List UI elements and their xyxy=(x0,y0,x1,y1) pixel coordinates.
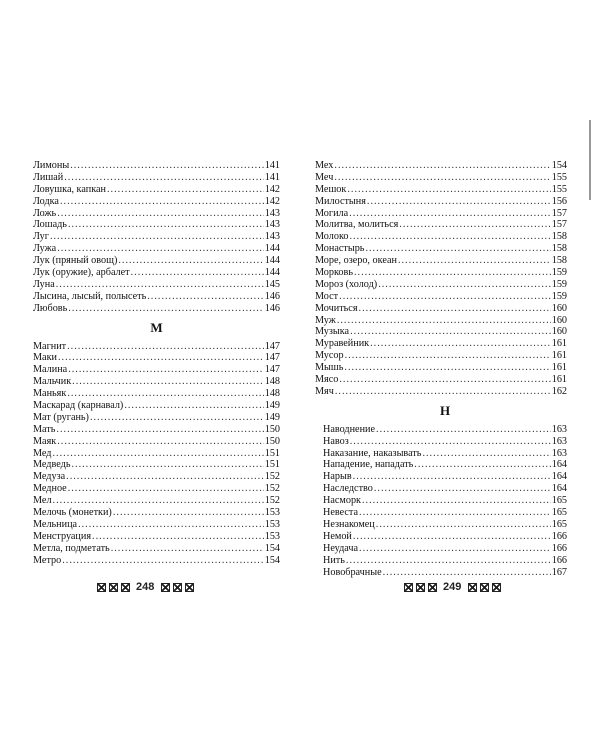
dot-leader xyxy=(353,471,551,483)
dot-leader xyxy=(113,507,264,519)
ornament-icon xyxy=(428,583,437,592)
index-page-number: 146 xyxy=(264,302,280,314)
dot-leader xyxy=(354,267,551,279)
index-entry xyxy=(33,531,280,543)
index-term: Мел xyxy=(33,495,52,507)
index-page-number: 152 xyxy=(264,495,280,507)
dot-leader xyxy=(90,412,264,424)
ornament-icon xyxy=(97,583,106,592)
index-term: Мост xyxy=(315,290,339,302)
index-page-number: 149 xyxy=(264,411,280,423)
index-entry xyxy=(315,326,567,338)
dot-leader xyxy=(60,196,264,208)
index-term: Лысина, лысый, полысеть xyxy=(33,290,147,302)
index-term: Насморк xyxy=(323,495,361,507)
dot-leader xyxy=(376,424,551,436)
dot-leader xyxy=(334,160,550,172)
index-term: Медуза xyxy=(33,471,66,483)
index-term: Магнит xyxy=(33,340,67,352)
index-page-number: 155 xyxy=(551,171,567,183)
index-term: Море, озеро, океан xyxy=(315,255,397,267)
index-term: Мед xyxy=(33,447,52,459)
index-page-number: 165 xyxy=(551,495,567,507)
index-page-number: 160 xyxy=(551,302,567,314)
index-term: Неудача xyxy=(323,542,359,554)
index-entry xyxy=(33,160,280,172)
index-page-number: 147 xyxy=(264,340,280,352)
left-page xyxy=(33,160,280,567)
dot-leader xyxy=(383,567,551,579)
dot-leader xyxy=(370,338,551,350)
index-page-number: 144 xyxy=(264,255,280,267)
index-entry xyxy=(33,424,280,436)
dot-leader xyxy=(362,495,551,507)
dot-leader xyxy=(350,436,551,448)
index-page-number: 151 xyxy=(264,447,280,459)
index-term: Молитва, молиться xyxy=(315,219,399,231)
index-entry xyxy=(315,291,567,303)
dot-leader xyxy=(92,531,264,543)
index-page-number: 153 xyxy=(264,530,280,542)
index-page-number: 149 xyxy=(264,400,280,412)
index-entry xyxy=(315,386,567,398)
index-list-l xyxy=(33,160,280,315)
index-entry xyxy=(33,376,280,388)
index-term: Лошадь xyxy=(33,219,67,231)
index-page-number: 152 xyxy=(264,471,280,483)
index-entry xyxy=(315,267,567,279)
dot-leader xyxy=(58,352,264,364)
index-entry xyxy=(323,471,567,483)
index-page-number: 160 xyxy=(551,326,567,338)
index-entry xyxy=(33,352,280,364)
index-page-number: 166 xyxy=(551,530,567,542)
dot-leader xyxy=(56,424,263,436)
dot-leader xyxy=(349,208,551,220)
index-term: Немой xyxy=(323,530,352,542)
index-entry xyxy=(315,196,567,208)
index-page-number: 161 xyxy=(551,338,567,350)
dot-leader xyxy=(70,160,264,172)
index-term: Малина xyxy=(33,364,68,376)
index-term: Наводнение xyxy=(323,423,376,435)
index-page-number: 166 xyxy=(551,554,567,566)
index-page-number: 163 xyxy=(551,435,567,447)
dot-leader xyxy=(378,279,551,291)
index-page-number: 143 xyxy=(264,231,280,243)
dot-leader xyxy=(353,531,551,543)
index-page-number: 145 xyxy=(264,278,280,290)
index-entry xyxy=(33,231,280,243)
index-entry xyxy=(323,507,567,519)
index-page-number: 165 xyxy=(551,507,567,519)
index-page-number: 153 xyxy=(264,507,280,519)
index-entry xyxy=(33,519,280,531)
dot-leader xyxy=(56,279,264,291)
left-page-footer xyxy=(95,581,195,593)
dot-leader xyxy=(111,543,264,555)
index-term: Мусор xyxy=(315,350,344,362)
index-page-number: 155 xyxy=(551,183,567,195)
index-page-number: 154 xyxy=(551,160,567,171)
index-entry xyxy=(33,400,280,412)
index-entry xyxy=(323,531,567,543)
index-term: Милостыня xyxy=(315,195,366,207)
index-page-number: 159 xyxy=(551,267,567,279)
index-entry xyxy=(33,448,280,460)
index-entry xyxy=(315,303,567,315)
dot-leader xyxy=(422,448,550,460)
index-term: Медведь xyxy=(33,459,71,471)
index-list-n xyxy=(323,424,567,579)
index-entry xyxy=(33,279,280,291)
right-page-footer xyxy=(402,581,502,593)
index-list-m-continued xyxy=(315,160,567,398)
index-entry xyxy=(33,388,280,400)
index-page-number: 163 xyxy=(551,423,567,435)
index-term: Навоз xyxy=(323,435,349,447)
ornament-icon xyxy=(416,583,425,592)
section-letter-m: М xyxy=(150,319,163,335)
index-term: Медное xyxy=(33,483,67,495)
index-entry xyxy=(33,483,280,495)
index-term: Мясо xyxy=(315,374,339,386)
index-page-number: 163 xyxy=(551,447,567,459)
section-letter-n: Н xyxy=(439,402,451,418)
index-entry xyxy=(33,364,280,376)
dot-leader xyxy=(376,519,551,531)
index-term: Мочиться xyxy=(315,302,358,314)
dot-leader xyxy=(334,172,550,184)
right-page xyxy=(315,160,567,578)
index-term: Лодка xyxy=(33,195,59,207)
index-entry xyxy=(323,436,567,448)
dot-leader xyxy=(68,483,264,495)
index-entry xyxy=(315,172,567,184)
index-entry xyxy=(315,219,567,231)
dot-leader xyxy=(78,519,264,531)
dot-leader xyxy=(53,495,264,507)
index-term: Молоко xyxy=(315,231,349,243)
dot-leader xyxy=(72,376,264,388)
index-term: Морковь xyxy=(315,267,353,279)
index-page-number: 162 xyxy=(551,385,567,397)
index-term: Мяч xyxy=(315,385,334,397)
dot-leader xyxy=(359,543,551,555)
index-entry xyxy=(315,338,567,350)
index-entry xyxy=(323,483,567,495)
index-term: Лимоны xyxy=(33,160,70,171)
index-term: Мать xyxy=(33,423,56,435)
index-page-number: 143 xyxy=(264,219,280,231)
dot-leader xyxy=(50,231,264,243)
dot-leader xyxy=(345,350,551,362)
index-entry xyxy=(33,196,280,208)
index-term: Ложь xyxy=(33,207,57,219)
index-entry xyxy=(33,255,280,267)
index-page-number: 167 xyxy=(551,566,567,578)
index-term: Луна xyxy=(33,278,55,290)
index-page-number: 147 xyxy=(264,352,280,364)
index-entry xyxy=(33,507,280,519)
index-entry xyxy=(315,374,567,386)
index-page-number: 151 xyxy=(264,459,280,471)
dot-leader xyxy=(67,341,264,353)
dot-leader xyxy=(359,303,551,315)
index-term: Незнакомец xyxy=(323,518,375,530)
index-page-number: 146 xyxy=(264,290,280,302)
index-entry xyxy=(315,208,567,220)
dot-leader xyxy=(64,172,264,184)
index-entry xyxy=(33,219,280,231)
index-list-m xyxy=(33,341,280,567)
index-term: Могила xyxy=(315,207,349,219)
index-page-number: 158 xyxy=(551,243,567,255)
index-term: Новобрачные xyxy=(323,566,382,578)
index-page-number: 156 xyxy=(551,195,567,207)
index-page-number: 143 xyxy=(264,207,280,219)
index-entry xyxy=(33,172,280,184)
index-entry xyxy=(315,160,567,172)
index-term: Лужа xyxy=(33,243,57,255)
index-term: Маки xyxy=(33,352,57,364)
index-term: Наказание, наказывать xyxy=(323,447,422,459)
index-page-number: 150 xyxy=(264,435,280,447)
index-page-number: 164 xyxy=(551,471,567,483)
index-term: Менструация xyxy=(33,530,92,542)
dot-leader xyxy=(68,364,264,376)
index-entry xyxy=(33,555,280,567)
index-page-number: 157 xyxy=(551,219,567,231)
dot-leader xyxy=(347,184,550,196)
dot-leader xyxy=(365,243,550,255)
index-term: Маяк xyxy=(33,435,57,447)
index-term: Невеста xyxy=(323,507,359,519)
dot-leader xyxy=(147,291,263,303)
dot-leader xyxy=(344,362,550,374)
index-term: Лук (оружие), арбалет xyxy=(33,267,130,279)
index-entry xyxy=(323,519,567,531)
index-page-number: 165 xyxy=(551,518,567,530)
index-term: Мальчик xyxy=(33,376,72,388)
index-term: Наследство xyxy=(323,483,373,495)
index-term: Муж xyxy=(315,314,336,326)
index-page-number: 158 xyxy=(551,255,567,267)
index-term: Мышь xyxy=(315,362,344,374)
index-page-number: 158 xyxy=(551,231,567,243)
index-entry xyxy=(33,267,280,279)
ornament-icon xyxy=(468,583,477,592)
dot-leader xyxy=(367,196,551,208)
index-entry xyxy=(33,184,280,196)
index-term: Мелочь (монетки) xyxy=(33,507,112,519)
index-entry xyxy=(323,459,567,471)
index-page-number: 159 xyxy=(551,290,567,302)
dot-leader xyxy=(62,555,264,567)
index-term: Нападение, нападать xyxy=(323,459,414,471)
dot-leader xyxy=(337,315,551,327)
index-page-number: 161 xyxy=(551,362,567,374)
index-page-number: 141 xyxy=(264,160,280,171)
dot-leader xyxy=(346,555,551,567)
index-entry xyxy=(315,279,567,291)
index-term: Лишай xyxy=(33,171,64,183)
index-page-number: 166 xyxy=(551,542,567,554)
index-term: Луг xyxy=(33,231,49,243)
index-entry xyxy=(315,231,567,243)
index-entry xyxy=(315,255,567,267)
index-page-number: 144 xyxy=(264,243,280,255)
dot-leader xyxy=(67,388,263,400)
dot-leader xyxy=(374,483,551,495)
index-term: Муравейник xyxy=(315,338,370,350)
index-entry xyxy=(323,567,567,579)
dot-leader xyxy=(335,386,551,398)
dot-leader xyxy=(57,436,264,448)
index-entry xyxy=(323,543,567,555)
page-number: 248 xyxy=(136,581,155,593)
index-entry xyxy=(315,350,567,362)
index-term: Монастырь xyxy=(315,243,365,255)
index-page-number: 164 xyxy=(551,483,567,495)
dot-leader xyxy=(53,448,264,460)
dot-leader xyxy=(57,208,264,220)
index-page-number: 142 xyxy=(264,195,280,207)
index-page-number: 154 xyxy=(264,542,280,554)
index-entry xyxy=(315,184,567,196)
dot-leader xyxy=(339,374,550,386)
index-term: Ловушка, капкан xyxy=(33,183,106,195)
dot-leader xyxy=(349,231,550,243)
index-page-number: 142 xyxy=(264,183,280,195)
index-page-number: 161 xyxy=(551,374,567,386)
index-term: Любовь xyxy=(33,302,68,314)
dot-leader xyxy=(71,459,263,471)
index-page-number: 160 xyxy=(551,314,567,326)
dot-leader xyxy=(68,303,263,315)
index-term: Нить xyxy=(323,554,345,566)
index-entry xyxy=(33,412,280,424)
index-term: Метла, подметать xyxy=(33,542,110,554)
index-term: Мешок xyxy=(315,183,347,195)
book-spine-edge xyxy=(589,120,591,200)
index-entry xyxy=(33,471,280,483)
ornament-icon xyxy=(173,583,182,592)
index-entry xyxy=(33,208,280,220)
index-entry xyxy=(33,243,280,255)
index-term: Меч xyxy=(315,171,334,183)
index-term: Маскарад (карнавал) xyxy=(33,400,124,412)
index-entry xyxy=(33,543,280,555)
index-entry xyxy=(33,436,280,448)
index-page-number: 150 xyxy=(264,423,280,435)
index-page-number: 144 xyxy=(264,267,280,279)
index-page-number: 159 xyxy=(551,278,567,290)
index-entry xyxy=(323,424,567,436)
page-number: 249 xyxy=(443,581,462,593)
dot-leader xyxy=(66,471,264,483)
index-page-number: 141 xyxy=(264,171,280,183)
index-entry xyxy=(323,555,567,567)
index-term: Лук (пряный овощ) xyxy=(33,255,118,267)
dot-leader xyxy=(118,255,263,267)
dot-leader xyxy=(339,291,551,303)
index-page-number: 153 xyxy=(264,518,280,530)
index-entry xyxy=(315,315,567,327)
index-entry xyxy=(33,291,280,303)
dot-leader xyxy=(350,326,551,338)
index-page-number: 161 xyxy=(551,350,567,362)
index-entry xyxy=(33,495,280,507)
index-entry xyxy=(323,495,567,507)
ornament-icon xyxy=(492,583,501,592)
index-entry xyxy=(315,243,567,255)
index-entry xyxy=(323,448,567,460)
index-page-number: 152 xyxy=(264,483,280,495)
index-page-number: 154 xyxy=(264,554,280,566)
dot-leader xyxy=(107,184,264,196)
dot-leader xyxy=(68,219,264,231)
index-term: Маньяк xyxy=(33,388,67,400)
ornament-icon xyxy=(109,583,118,592)
ornament-icon xyxy=(185,583,194,592)
dot-leader xyxy=(398,255,551,267)
index-page-number: 147 xyxy=(264,364,280,376)
ornament-icon xyxy=(121,583,130,592)
index-term: Нарыв xyxy=(323,471,352,483)
index-page-number: 157 xyxy=(551,207,567,219)
index-page-number: 148 xyxy=(264,388,280,400)
dot-leader xyxy=(399,219,550,231)
dot-leader xyxy=(131,267,264,279)
dot-leader xyxy=(359,507,551,519)
index-term: Музыка xyxy=(315,326,350,338)
index-entry xyxy=(33,341,280,353)
index-term: Мех xyxy=(315,160,334,171)
index-entry xyxy=(315,362,567,374)
ornament-icon xyxy=(404,583,413,592)
dot-leader xyxy=(414,459,550,471)
index-term: Мельница xyxy=(33,518,78,530)
dot-leader xyxy=(57,243,264,255)
index-page-number: 148 xyxy=(264,376,280,388)
index-term: Мат (ругань) xyxy=(33,411,89,423)
index-entry xyxy=(33,459,280,471)
ornament-icon xyxy=(161,583,170,592)
index-entry xyxy=(33,303,280,315)
ornament-icon xyxy=(480,583,489,592)
index-term: Метро xyxy=(33,554,62,566)
index-term: Мороз (холод) xyxy=(315,278,378,290)
index-page-number: 164 xyxy=(551,459,567,471)
dot-leader xyxy=(124,400,263,412)
